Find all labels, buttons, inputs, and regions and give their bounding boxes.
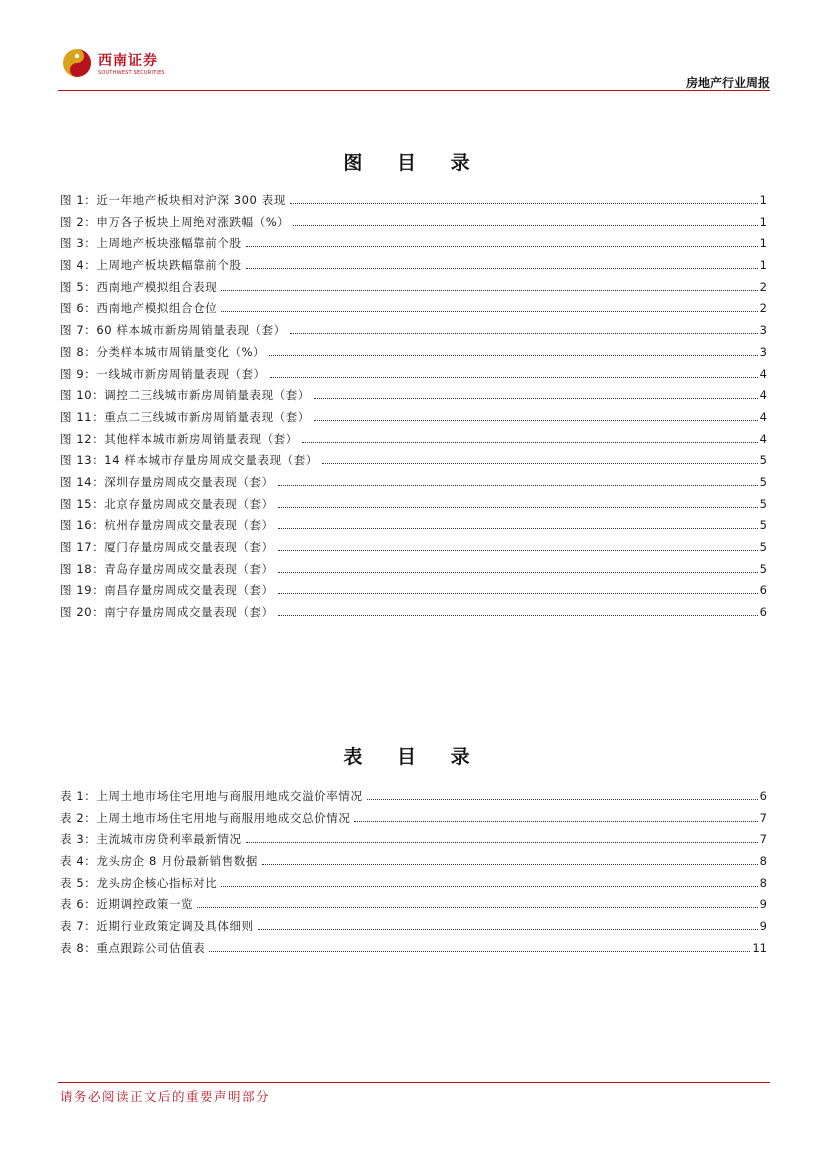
table-toc-entry-page: 6 [759, 789, 767, 803]
table-toc-entry-label: 表 7：近期行业政策定调及具体细则 [60, 919, 254, 934]
figure-toc-list [60, 192, 767, 626]
table-toc-title: 表 目 录 [343, 746, 484, 768]
dot-leader [197, 906, 758, 908]
figure-toc-entry-label: 图 20：南宁存量房周成交量表现（套） [60, 605, 274, 620]
table-toc-entry-page: 8 [759, 875, 767, 890]
figure-toc-entry-label: 图 13：14 样本城市存量房周成交量表现（套） [60, 453, 318, 468]
figure-toc-entry-page: 5 [759, 518, 767, 533]
dot-leader [278, 549, 758, 551]
table-toc-entry-label: 表 6：近期调控政策一览 [60, 897, 194, 912]
figure-toc-entry[interactable] [60, 474, 767, 496]
dot-leader [354, 820, 757, 822]
dot-leader [278, 506, 758, 508]
figure-toc-entry-page: 3 [759, 344, 767, 359]
figure-toc-entry-page: 4 [759, 388, 767, 403]
dot-leader [314, 397, 758, 399]
dot-leader [262, 863, 758, 865]
figure-toc-entry-label: 图 18：青岛存量房周成交量表现（套） [60, 561, 274, 576]
table-toc-entry-page: 7 [759, 810, 767, 825]
table-toc-entry[interactable] [60, 875, 767, 897]
dot-leader [293, 224, 757, 226]
table-toc-list [60, 788, 767, 962]
table-toc-entry-page: 11 [752, 940, 767, 955]
figure-toc-entry-page: 1 [759, 236, 767, 251]
figure-toc-entry-page: 1 [759, 258, 767, 273]
dot-leader [278, 592, 758, 594]
figure-toc-entry[interactable] [60, 387, 767, 409]
figure-toc-entry-label: 图 7：60 样本城市新房周销量表现（套） [60, 323, 286, 338]
report-type-label: 房地产行业周报 [685, 76, 770, 90]
figure-toc-entry-label: 图 17：厦门存量房周成交量表现（套） [60, 540, 274, 554]
dot-leader [322, 462, 758, 464]
figure-toc-entry-page: 1 [759, 193, 767, 207]
figure-toc-entry-page: 4 [759, 366, 767, 381]
figure-toc-entry[interactable] [60, 452, 767, 474]
figure-toc-entry-page: 3 [759, 323, 767, 338]
table-toc-entry-label: 表 2：上周土地市场住宅用地与商服用地成交总价情况 [60, 810, 351, 825]
dot-leader [221, 885, 757, 887]
dot-leader [367, 798, 758, 800]
figure-toc-entry[interactable] [60, 257, 767, 279]
table-toc-entry[interactable] [60, 918, 767, 940]
disclaimer-note: 请务必阅读正文后的重要声明部分 [60, 1089, 271, 1104]
figure-toc-entry-label: 图 11：重点二三线城市新房周销量表现（套） [60, 409, 310, 424]
figure-toc-entry-label: 图 14：深圳存量房周成交量表现（套） [60, 474, 274, 489]
table-toc-entry-page: 9 [759, 897, 767, 912]
figure-toc-entry-page: 6 [759, 583, 767, 598]
table-toc-entry-page: 8 [759, 854, 767, 869]
table-toc-entry-label: 表 5：龙头房企核心指标对比 [60, 875, 218, 890]
figure-toc-entry-label: 图 2：申万各子板块上周绝对涨跌幅（%） [60, 214, 290, 229]
figure-toc-entry-label: 图 10：调控二三线城市新房周销量表现（套） [60, 388, 310, 403]
dot-leader [221, 310, 757, 312]
figure-toc-entry[interactable] [60, 517, 767, 539]
dot-leader [209, 950, 750, 952]
logo-text-en: SOUTHWEST SECURITIES [98, 70, 165, 76]
dot-leader [246, 267, 758, 269]
table-toc-entry[interactable] [60, 831, 767, 853]
table-toc-entry[interactable] [60, 810, 767, 832]
figure-toc-entry[interactable] [60, 539, 767, 561]
logo-emblem-icon [62, 48, 92, 78]
figure-toc-entry-page: 2 [759, 279, 767, 294]
dot-leader [314, 419, 758, 421]
figure-toc-entry-label: 图 15：北京存量房周成交量表现（套） [60, 496, 274, 511]
dot-leader [290, 202, 758, 204]
dot-leader [246, 245, 758, 247]
figure-toc-entry-page: 6 [759, 605, 767, 620]
table-toc-entry-label: 表 8：重点跟踪公司估值表 [60, 940, 206, 955]
table-toc-entry-page: 7 [759, 832, 767, 847]
figure-toc-entry-label: 图 3：上周地产板块涨幅靠前个股 [60, 236, 242, 251]
figure-toc-entry-label: 图 12：其他样本城市新房周销量表现（套） [60, 431, 298, 446]
figure-toc-entry[interactable] [60, 192, 767, 214]
page-header [58, 44, 770, 92]
dot-leader [290, 332, 758, 334]
footer-divider [58, 1082, 770, 1083]
figure-toc-title: 图 目 录 [343, 152, 484, 174]
dot-leader [221, 289, 757, 291]
dot-leader [278, 571, 758, 573]
figure-toc-entry-label: 图 1：近一年地产板块相对沪深 300 表现 [60, 193, 286, 207]
figure-toc-entry[interactable] [60, 409, 767, 431]
table-toc-entry[interactable] [60, 940, 767, 962]
figure-toc-entry-label: 图 16：杭州存量房周成交量表现（套） [60, 518, 274, 533]
table-toc-entry-label: 表 1：上周土地市场住宅用地与商服用地成交溢价率情况 [60, 789, 363, 803]
figure-toc-entry[interactable] [60, 235, 767, 257]
figure-toc-entry[interactable] [60, 496, 767, 518]
figure-toc-entry[interactable] [60, 344, 767, 366]
dot-leader [278, 527, 758, 529]
dot-leader [258, 928, 758, 930]
figure-toc-entry-label: 图 9：一线城市新房周销量表现（套） [60, 366, 266, 381]
table-toc-entry-label: 表 3：主流城市房贷利率最新情况 [60, 832, 242, 847]
figure-toc-entry-page: 4 [759, 409, 767, 424]
figure-toc-entry-label: 图 8：分类样本城市周销量变化（%） [60, 344, 266, 359]
table-toc-entry-page: 9 [759, 919, 767, 934]
table-toc-entry[interactable] [60, 853, 767, 875]
figure-toc-entry[interactable] [60, 214, 767, 236]
figure-toc-entry-page: 5 [759, 496, 767, 511]
figure-toc-entry-page: 5 [759, 561, 767, 576]
figure-toc-entry[interactable] [60, 582, 767, 604]
figure-toc-entry-label: 图 5：西南地产模拟组合表现 [60, 279, 218, 294]
company-logo [62, 48, 182, 84]
figure-toc-entry[interactable] [60, 431, 767, 453]
figure-toc-entry[interactable] [60, 604, 767, 626]
dot-leader [270, 376, 758, 378]
table-toc-entry[interactable] [60, 788, 767, 810]
figure-toc-entry[interactable] [60, 300, 767, 322]
logo-text-cn: 西南证券 [98, 53, 158, 69]
dot-leader [269, 354, 757, 356]
figure-toc-entry-page: 5 [759, 474, 767, 489]
dot-leader [246, 841, 758, 843]
header-divider [58, 90, 770, 91]
figure-toc-entry[interactable] [60, 366, 767, 388]
figure-toc-entry-page: 4 [759, 431, 767, 446]
figure-toc-entry[interactable] [60, 279, 767, 301]
figure-toc-entry[interactable] [60, 322, 767, 344]
table-toc-entry-label: 表 4：龙头房企 8 月份最新销售数据 [60, 854, 258, 869]
figure-toc-entry-page: 5 [759, 453, 767, 468]
figure-toc-entry-page: 2 [759, 301, 767, 316]
figure-toc-entry-label: 图 6：西南地产模拟组合仓位 [60, 301, 218, 316]
figure-toc-entry-page: 5 [759, 540, 767, 554]
table-toc-entry[interactable] [60, 896, 767, 918]
figure-toc-entry[interactable] [60, 561, 767, 583]
dot-leader [302, 441, 758, 443]
figure-toc-entry-page: 1 [759, 214, 767, 229]
figure-toc-entry-label: 图 19：南昌存量房周成交量表现（套） [60, 583, 274, 598]
dot-leader [278, 484, 758, 486]
dot-leader [278, 614, 758, 616]
figure-toc-entry-label: 图 4：上周地产板块跌幅靠前个股 [60, 258, 242, 273]
